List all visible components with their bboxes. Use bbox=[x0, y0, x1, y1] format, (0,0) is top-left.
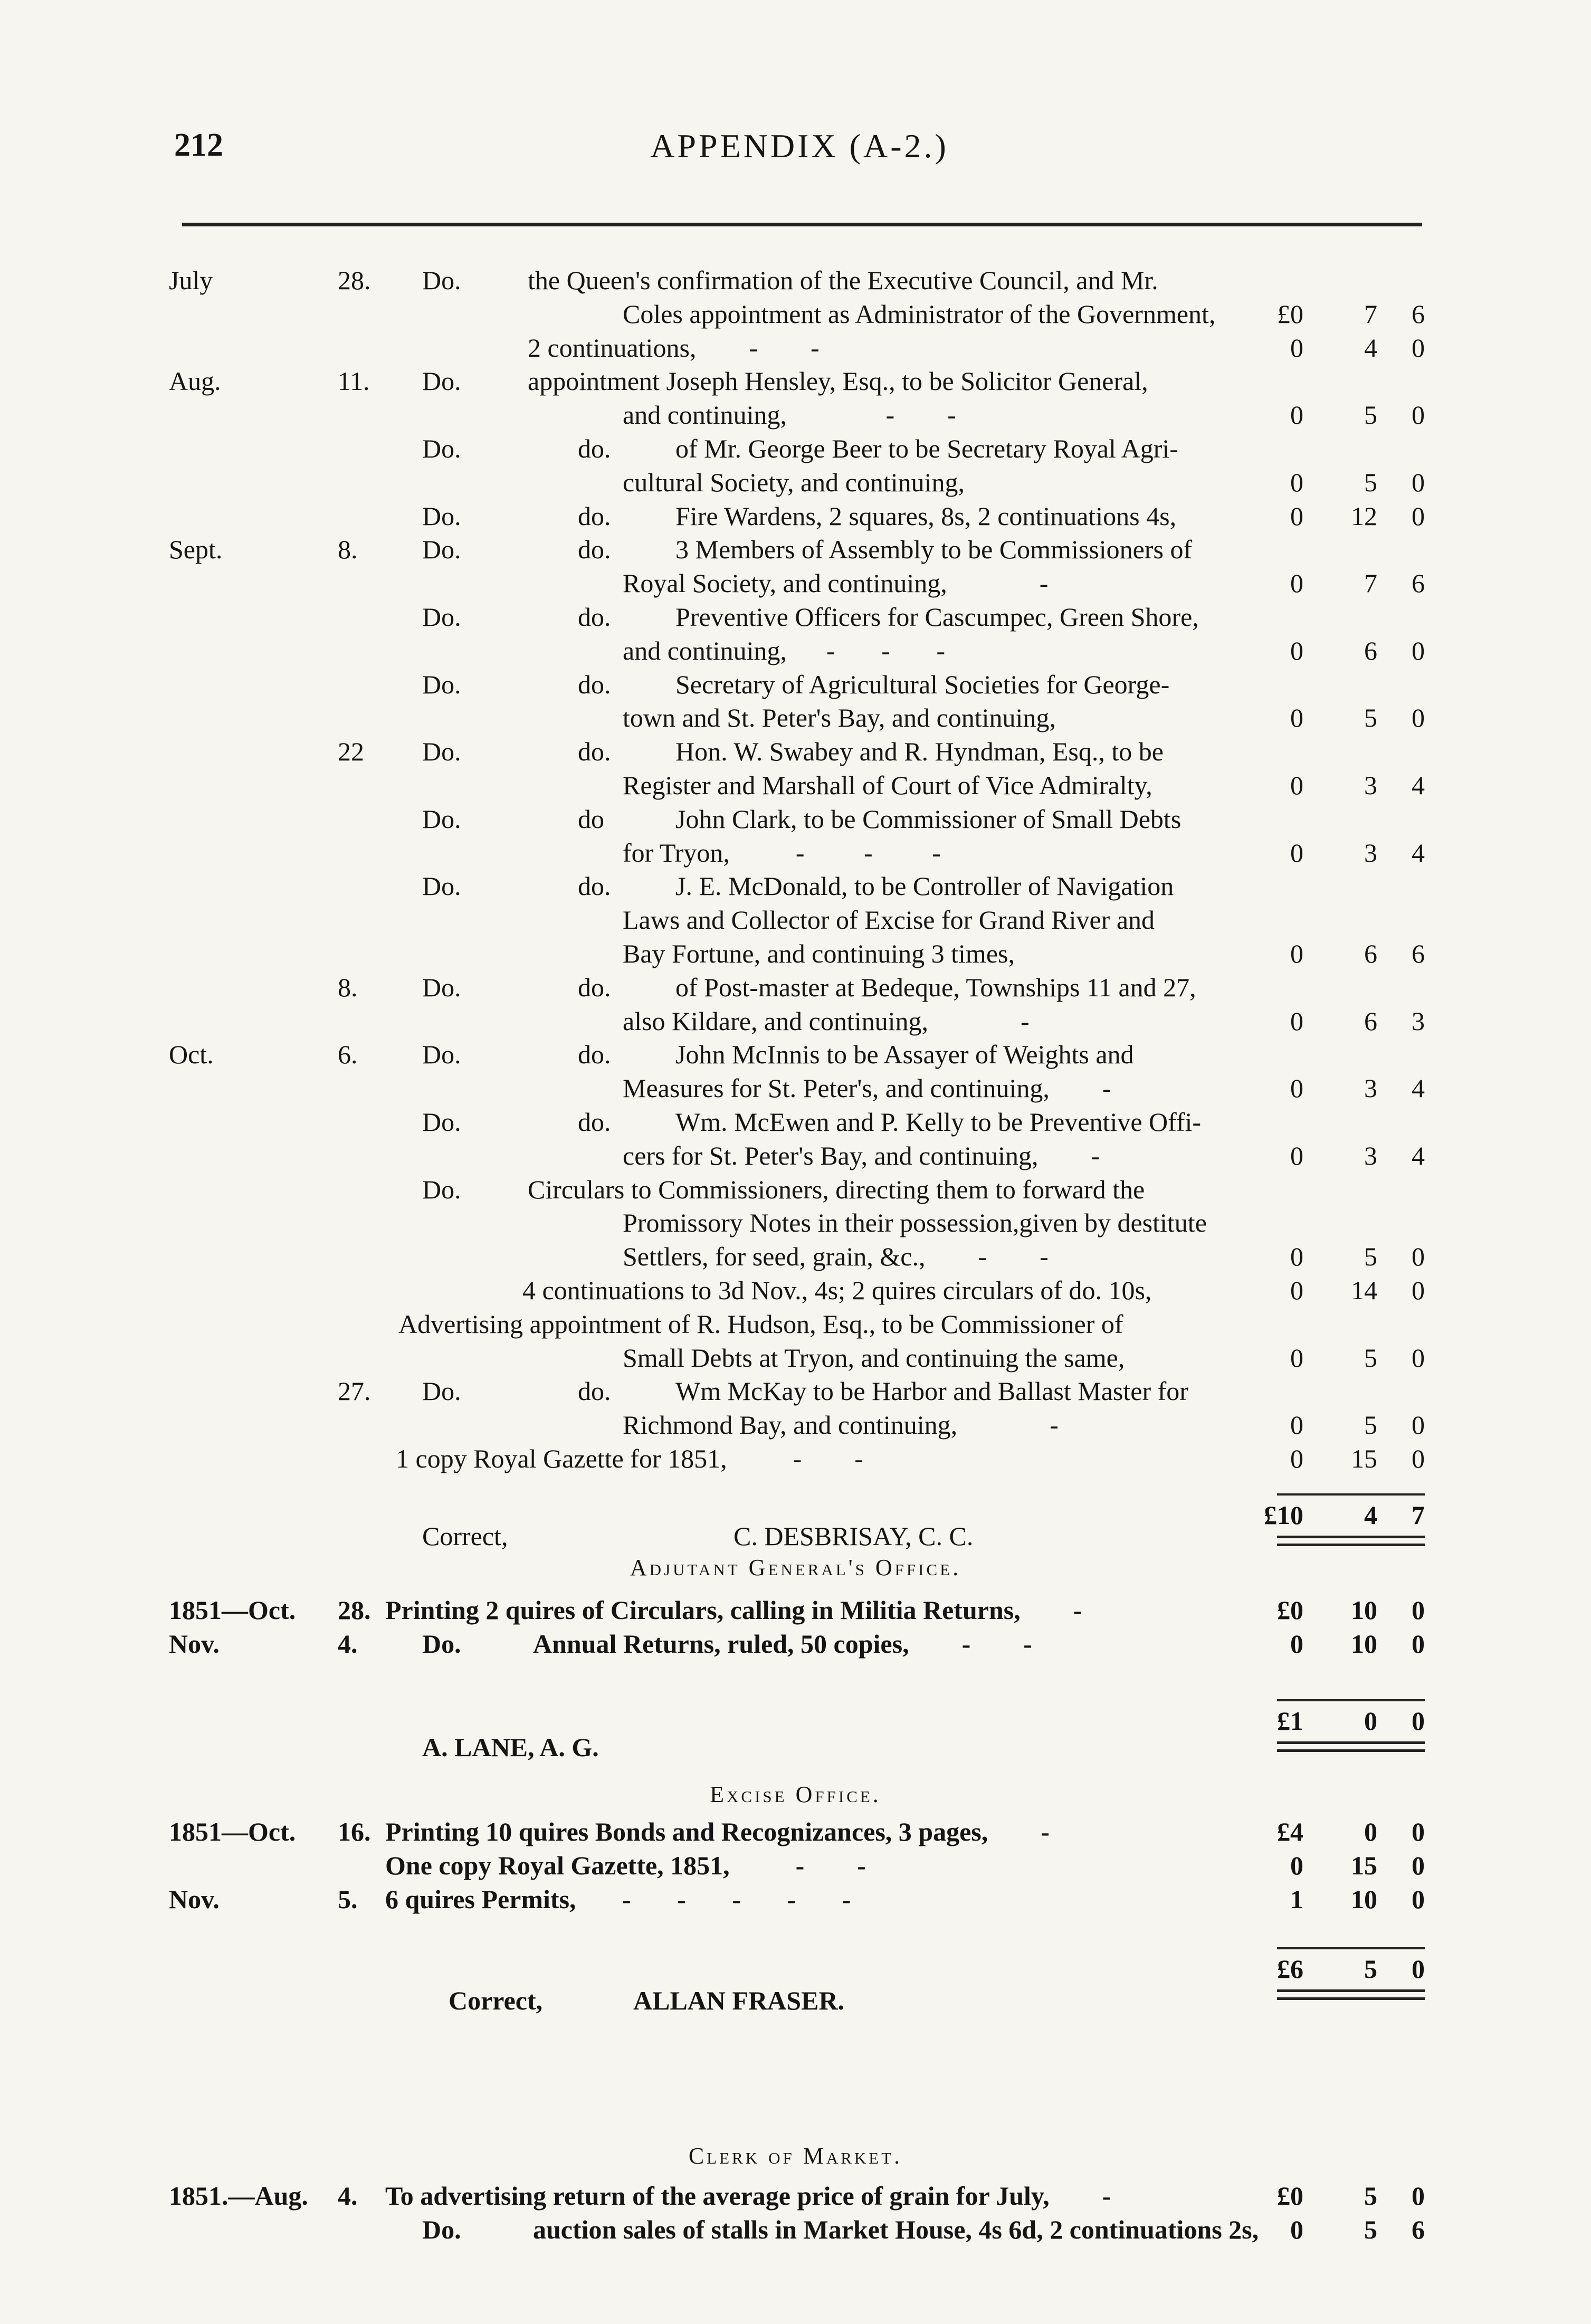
amount-cells bbox=[0, 634, 1591, 667]
entry-text: Do. bbox=[422, 535, 461, 564]
pounds-cell: 0 bbox=[1290, 703, 1303, 732]
total-rule bbox=[1277, 1947, 1425, 1949]
entry-text: J. E. McDonald, to be Controller of Navigation bbox=[675, 871, 1174, 901]
entry-day: 11. bbox=[338, 366, 370, 396]
amount-cells bbox=[0, 1815, 1591, 1848]
shillings-cell: 5 bbox=[1364, 2181, 1377, 2211]
pence-cell: 0 bbox=[1412, 1954, 1425, 1984]
entry-text: town and St. Peter's Bay, and continuing, bbox=[623, 703, 1056, 732]
entry-text: Do. bbox=[422, 1107, 461, 1137]
entry-text: do. bbox=[578, 535, 611, 564]
amount-cells bbox=[0, 1005, 1591, 1037]
shillings-cell: 3 bbox=[1364, 838, 1377, 868]
entry-text: do. bbox=[578, 670, 611, 699]
page-title: APPENDIX (A-2.) bbox=[650, 127, 949, 165]
amount-cells bbox=[0, 937, 1591, 970]
entry-text: 6 quires Permits, - - - - - bbox=[385, 1884, 851, 1914]
entry-text: Fire Wardens, 2 squares, 8s, 2 continuations 4s, bbox=[675, 501, 1177, 531]
amount-cells bbox=[0, 1442, 1591, 1475]
amount-cells bbox=[0, 298, 1591, 330]
amount-cells bbox=[0, 1341, 1591, 1374]
pounds-cell: 0 bbox=[1290, 1073, 1303, 1103]
pence-cell: 0 bbox=[1412, 636, 1425, 665]
signoff-name: A. LANE, A. G. bbox=[422, 1732, 599, 1762]
entry-text: of Post-master at Bedeque, Townships 11 and 27, bbox=[675, 973, 1196, 1002]
entry-text: Do. bbox=[422, 670, 461, 699]
amount-cells bbox=[0, 1139, 1591, 1172]
entry-day: 5. bbox=[338, 1884, 358, 1914]
amount-cells bbox=[0, 2213, 1591, 2246]
pounds-cell: 0 bbox=[1290, 1444, 1303, 1473]
pence-cell: 0 bbox=[1412, 1275, 1425, 1305]
entry-text: Wm McKay to be Harbor and Ballast Master for bbox=[675, 1376, 1188, 1406]
entry-text: the Queen's confirmation of the Executive Council, and Mr. bbox=[528, 265, 1158, 295]
entry-text: Register and Marshall of Court of Vice Admiralty, bbox=[623, 770, 1152, 800]
entry-text: cultural Society, and continuing, bbox=[623, 468, 965, 497]
shillings-cell: 6 bbox=[1364, 939, 1377, 968]
entry-text: cers for St. Peter's Bay, and continuing, - bbox=[623, 1141, 1100, 1170]
pence-cell: 0 bbox=[1412, 1817, 1425, 1846]
pounds-cell: 0 bbox=[1290, 333, 1303, 363]
pence-cell: 4 bbox=[1412, 1141, 1425, 1170]
entry-day: 16. bbox=[338, 1817, 371, 1846]
entry-day: 28. bbox=[338, 265, 371, 295]
shillings-cell: 3 bbox=[1364, 770, 1377, 800]
entry-text: Wm. McEwen and P. Kelly to be Preventive Offi- bbox=[675, 1107, 1202, 1137]
pounds-cell: 0 bbox=[1290, 770, 1303, 800]
entry-text: Promissory Notes in their possession,given by destitute bbox=[623, 1208, 1207, 1237]
total-rule bbox=[1277, 1493, 1425, 1496]
pounds-cell: 0 bbox=[1290, 1629, 1303, 1659]
entry-text: do. bbox=[578, 737, 611, 766]
shillings-cell: 5 bbox=[1364, 2215, 1377, 2244]
shillings-cell: 5 bbox=[1364, 1242, 1377, 1271]
pounds-cell: 0 bbox=[1290, 468, 1303, 497]
entry-day: 28. bbox=[338, 1595, 371, 1625]
entry-text: do bbox=[578, 804, 604, 834]
amount-cells bbox=[0, 1704, 1591, 1737]
entry-text: do. bbox=[578, 1376, 611, 1406]
pounds-cell: 0 bbox=[1290, 1343, 1303, 1373]
shillings-cell: 5 bbox=[1364, 1954, 1377, 1984]
pounds-cell: £0 bbox=[1277, 2181, 1303, 2211]
entry-text: Do. bbox=[422, 1629, 461, 1659]
signoff-correct: Correct, bbox=[422, 1521, 508, 1551]
entry-date: Nov. bbox=[169, 1629, 220, 1659]
header-rule bbox=[182, 223, 1422, 226]
pence-cell: 0 bbox=[1412, 1444, 1425, 1473]
pounds-cell: 0 bbox=[1290, 1242, 1303, 1271]
pence-cell: 6 bbox=[1412, 568, 1425, 598]
entry-text: do. bbox=[578, 434, 611, 463]
shillings-cell: 5 bbox=[1364, 468, 1377, 497]
total-double-rule bbox=[1277, 1989, 1425, 2000]
entry-day: 27. bbox=[338, 1376, 371, 1406]
pence-cell: 0 bbox=[1412, 1851, 1425, 1880]
entry-text: Advertising appointment of R. Hudson, Esq., to be Commissioner of bbox=[398, 1309, 1123, 1339]
entry-date: 1851—Oct. bbox=[169, 1595, 296, 1625]
total-rule bbox=[1277, 1699, 1425, 1701]
shillings-cell: 10 bbox=[1351, 1595, 1377, 1625]
entry-text: auction sales of stalls in Market House, 4s 6d, 2 continuations 2s, bbox=[533, 2215, 1259, 2244]
entry-text: Royal Society, and continuing, - bbox=[623, 568, 1049, 598]
entry-text: Do. bbox=[422, 434, 461, 463]
pounds-cell: 1 bbox=[1290, 1884, 1303, 1914]
entry-text: Hon. W. Swabey and R. Hyndman, Esq., to be bbox=[675, 737, 1164, 766]
pounds-cell: 0 bbox=[1290, 636, 1303, 665]
entry-text: John McInnis to be Assayer of Weights and bbox=[675, 1040, 1134, 1069]
shillings-cell: 0 bbox=[1364, 1817, 1377, 1846]
pence-cell: 0 bbox=[1412, 1242, 1425, 1271]
entry-day: 8. bbox=[338, 535, 358, 564]
shillings-cell: 10 bbox=[1351, 1884, 1377, 1914]
entry-text: 2 continuations, - - bbox=[528, 333, 820, 363]
entry-text: Do. bbox=[422, 871, 461, 901]
entry-date: July bbox=[169, 265, 213, 295]
entry-date: Oct. bbox=[169, 1040, 214, 1069]
pence-cell: 0 bbox=[1412, 468, 1425, 497]
shillings-cell: 5 bbox=[1364, 400, 1377, 430]
shillings-cell: 5 bbox=[1364, 1410, 1377, 1440]
entry-day: 4. bbox=[338, 1629, 358, 1659]
pence-cell: 6 bbox=[1412, 2215, 1425, 2244]
entry-text: To advertising return of the average price of grain for July, - bbox=[385, 2181, 1111, 2211]
amount-cells bbox=[0, 2179, 1591, 2212]
entry-text: 1 copy Royal Gazette for 1851, - - bbox=[396, 1444, 863, 1473]
entry-text: Do. bbox=[422, 265, 461, 295]
entry-text: do. bbox=[578, 973, 611, 1002]
shillings-cell: 6 bbox=[1364, 1006, 1377, 1036]
amount-cells bbox=[0, 1274, 1591, 1307]
entry-text: Preventive Officers for Cascumpec, Green Shore, bbox=[675, 602, 1199, 632]
pounds-cell: 0 bbox=[1290, 1851, 1303, 1880]
pounds-cell: 0 bbox=[1290, 1141, 1303, 1170]
entry-text: Laws and Collector of Excise for Grand River and bbox=[623, 905, 1155, 935]
amount-cells bbox=[0, 466, 1591, 499]
amount-cells bbox=[0, 1952, 1591, 1985]
entry-text: Do. bbox=[422, 2215, 461, 2244]
pence-cell: 0 bbox=[1412, 400, 1425, 430]
shillings-cell: 15 bbox=[1351, 1851, 1377, 1880]
shillings-cell: 0 bbox=[1364, 1706, 1377, 1736]
entry-text: appointment Joseph Hensley, Esq., to be Solicitor General, bbox=[528, 366, 1148, 396]
entry-text: Do. bbox=[422, 1040, 461, 1069]
signoff-name: C. DESBRISAY, C. C. bbox=[733, 1521, 974, 1551]
entry-text: 3 Members of Assembly to be Commissioners of bbox=[675, 535, 1193, 564]
signoff-name: ALLAN FRASER. bbox=[633, 1986, 845, 2015]
pounds-cell: 0 bbox=[1290, 939, 1303, 968]
entry-text: Printing 10 quires Bonds and Recognizances, 3 pages, - bbox=[385, 1817, 1050, 1846]
entry-text: Small Debts at Tryon, and continuing the same, bbox=[623, 1343, 1125, 1373]
shillings-cell: 4 bbox=[1364, 1500, 1377, 1530]
entry-text: Circulars to Commissioners, directing them to forward the bbox=[528, 1175, 1145, 1204]
page-number: 212 bbox=[174, 127, 223, 163]
section-heading: Clerk of Market. bbox=[688, 2143, 903, 2169]
entry-date: Aug. bbox=[169, 366, 221, 396]
entry-text: Settlers, for seed, grain, &c., - - bbox=[623, 1242, 1049, 1271]
shillings-cell: 3 bbox=[1364, 1141, 1377, 1170]
entry-text: Do. bbox=[422, 1175, 461, 1204]
amount-cells bbox=[0, 1594, 1591, 1626]
entry-text: Secretary of Agricultural Societies for George- bbox=[675, 670, 1170, 699]
entry-day: 8. bbox=[338, 973, 358, 1002]
signoff-correct: Correct, bbox=[449, 1986, 543, 2015]
pence-cell: 0 bbox=[1412, 703, 1425, 732]
pence-cell: 0 bbox=[1412, 2181, 1425, 2211]
pence-cell: 3 bbox=[1412, 1006, 1425, 1036]
amount-cells bbox=[0, 1240, 1591, 1273]
entry-text: One copy Royal Gazette, 1851, - - bbox=[385, 1851, 866, 1880]
shillings-cell: 3 bbox=[1364, 1073, 1377, 1103]
entry-text: Do. bbox=[422, 1376, 461, 1406]
entry-text: do. bbox=[578, 871, 611, 901]
shillings-cell: 7 bbox=[1364, 299, 1377, 329]
pence-cell: 7 bbox=[1412, 1500, 1425, 1530]
amount-cells bbox=[0, 1408, 1591, 1441]
entry-text: do. bbox=[578, 501, 611, 531]
pounds-cell: 0 bbox=[1290, 1410, 1303, 1440]
shillings-cell: 14 bbox=[1351, 1275, 1377, 1305]
pounds-cell: £1 bbox=[1277, 1706, 1303, 1736]
amount-cells bbox=[0, 1883, 1591, 1916]
shillings-cell: 5 bbox=[1364, 1343, 1377, 1373]
amount-cells bbox=[0, 1627, 1591, 1660]
amount-cells bbox=[0, 836, 1591, 869]
entry-text: Do. bbox=[422, 804, 461, 834]
entry-text: Do. bbox=[422, 602, 461, 632]
total-double-rule bbox=[1277, 1536, 1425, 1546]
pounds-cell: 0 bbox=[1290, 2215, 1303, 2244]
pence-cell: 4 bbox=[1412, 770, 1425, 800]
pence-cell: 0 bbox=[1412, 1343, 1425, 1373]
shillings-cell: 15 bbox=[1351, 1444, 1377, 1473]
pence-cell: 0 bbox=[1412, 333, 1425, 363]
section-heading: Adjutant General's Office. bbox=[630, 1555, 961, 1580]
amount-cells bbox=[0, 701, 1591, 734]
pounds-cell: 0 bbox=[1290, 1006, 1303, 1036]
pence-cell: 6 bbox=[1412, 939, 1425, 968]
entry-date: 1851.—Aug. bbox=[169, 2181, 308, 2211]
pence-cell: 6 bbox=[1412, 299, 1425, 329]
entry-text: Printing 2 quires of Circulars, calling in Militia Returns, - bbox=[385, 1595, 1082, 1625]
entry-text: Richmond Bay, and continuing, - bbox=[623, 1410, 1059, 1440]
entry-text: Do. bbox=[422, 973, 461, 1002]
shillings-cell: 5 bbox=[1364, 703, 1377, 732]
pence-cell: 0 bbox=[1412, 1595, 1425, 1625]
entry-text: do. bbox=[578, 1107, 611, 1137]
entry-date: 1851—Oct. bbox=[169, 1817, 296, 1846]
pounds-cell: £0 bbox=[1277, 299, 1303, 329]
pounds-cell: £10 bbox=[1264, 1500, 1303, 1530]
pounds-cell: £6 bbox=[1277, 1954, 1303, 1984]
pence-cell: 0 bbox=[1412, 1410, 1425, 1440]
entry-text: John Clark, to be Commissioner of Small Debts bbox=[675, 804, 1182, 834]
amount-cells bbox=[0, 567, 1591, 599]
pounds-cell: 0 bbox=[1290, 838, 1303, 868]
pounds-cell: £0 bbox=[1277, 1595, 1303, 1625]
section-heading: Excise Office. bbox=[710, 1782, 881, 1807]
entry-day: 6. bbox=[338, 1040, 358, 1069]
entry-text: Annual Returns, ruled, 50 copies, - - bbox=[533, 1629, 1032, 1659]
entry-day: 4. bbox=[338, 2181, 358, 2211]
shillings-cell: 12 bbox=[1351, 501, 1377, 531]
pounds-cell: 0 bbox=[1290, 400, 1303, 430]
entry-text: also Kildare, and continuing, - bbox=[623, 1006, 1030, 1036]
entry-text: 4 continuations to 3d Nov., 4s; 2 quires circulars of do. 10s, bbox=[522, 1275, 1152, 1305]
amount-cells bbox=[0, 1849, 1591, 1882]
pence-cell: 0 bbox=[1412, 1706, 1425, 1736]
entry-text: Measures for St. Peter's, and continuing, - bbox=[623, 1073, 1111, 1103]
page-header bbox=[174, 127, 1425, 190]
entry-text: Do. bbox=[422, 501, 461, 531]
entry-text: Bay Fortune, and continuing 3 times, bbox=[623, 939, 1015, 968]
shillings-cell: 4 bbox=[1364, 333, 1377, 363]
pounds-cell: 0 bbox=[1290, 501, 1303, 531]
entry-text: and continuing, - - bbox=[623, 400, 956, 430]
entry-text: of Mr. George Beer to be Secretary Royal Agri- bbox=[675, 434, 1178, 463]
amount-cells bbox=[0, 398, 1591, 431]
pence-cell: 0 bbox=[1412, 1884, 1425, 1914]
pence-cell: 0 bbox=[1412, 501, 1425, 531]
shillings-cell: 6 bbox=[1364, 636, 1377, 665]
entry-text: Do. bbox=[422, 366, 461, 396]
pence-cell: 4 bbox=[1412, 1073, 1425, 1103]
amount-cells bbox=[0, 1072, 1591, 1104]
entry-text: do. bbox=[578, 1040, 611, 1069]
shillings-cell: 7 bbox=[1364, 568, 1377, 598]
entry-day: 22 bbox=[338, 737, 364, 766]
pounds-cell: 0 bbox=[1290, 1275, 1303, 1305]
amount-cells bbox=[0, 500, 1591, 532]
entry-date: Nov. bbox=[169, 1884, 220, 1914]
entry-text: Coles appointment as Administrator of the Government, bbox=[623, 299, 1216, 329]
entry-text: for Tryon, - - - bbox=[623, 838, 941, 868]
entry-text: and continuing, - - - bbox=[623, 636, 946, 665]
amount-cells bbox=[0, 331, 1591, 364]
entry-text: Do. bbox=[422, 737, 461, 766]
amount-cells bbox=[0, 769, 1591, 802]
entry-date: Sept. bbox=[169, 535, 223, 564]
pounds-cell: 0 bbox=[1290, 568, 1303, 598]
pence-cell: 4 bbox=[1412, 838, 1425, 868]
entry-text: do. bbox=[578, 602, 611, 632]
pounds-cell: £4 bbox=[1277, 1817, 1303, 1846]
shillings-cell: 10 bbox=[1351, 1629, 1377, 1659]
pence-cell: 0 bbox=[1412, 1629, 1425, 1659]
total-double-rule bbox=[1277, 1741, 1425, 1752]
